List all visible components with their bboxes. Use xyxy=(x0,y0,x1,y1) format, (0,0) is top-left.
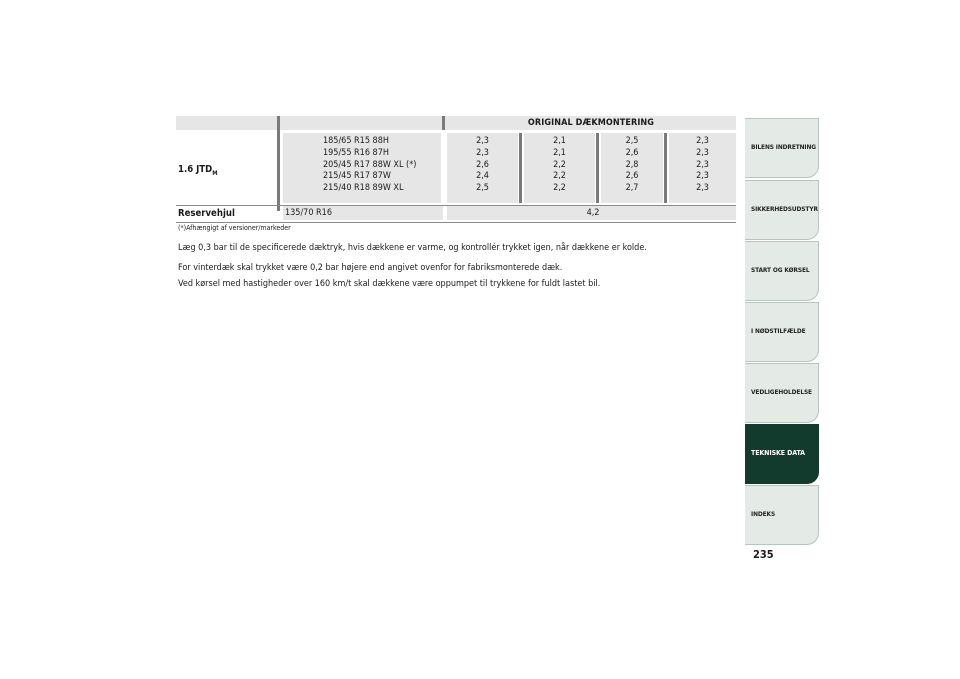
tab-i-nodstilfaelde[interactable] xyxy=(745,302,819,362)
table-header-title: ORIGINAL DÆKMONTERING xyxy=(527,118,655,128)
pressure-value: 2,3 xyxy=(696,183,709,194)
footnote: (*)Afhængigt af versioner/markeder xyxy=(178,224,291,232)
paragraph: For vinterdæk skal trykket være 0,2 bar højere end angivet ovenfor for fabriksmonterede dæk. xyxy=(178,263,563,273)
tab-label: I NØDSTILFÆLDE xyxy=(751,327,806,335)
tyre-size: 195/55 R16 87H xyxy=(323,147,389,158)
pressure-value: 2,2 xyxy=(553,171,566,182)
tab-vedligeholdelse[interactable] xyxy=(745,363,819,423)
paragraph: Læg 0,3 bar til de specificerede dæktryk, hvis dækkene er varme, og kontrollér trykket igen, når dækkene er kolde. xyxy=(178,243,647,253)
pressure-value: 2,7 xyxy=(625,183,639,194)
pressure-values-4 xyxy=(669,136,736,195)
tyre-size: 205/45 R17 88W XL (*) xyxy=(323,159,417,170)
pressure-values-2 xyxy=(524,136,595,195)
column-divider xyxy=(442,116,445,130)
tab-label: BILENS INDRETNING xyxy=(751,143,816,151)
pressure-values-1 xyxy=(447,136,518,195)
spare-wheel-label: Reservehjul xyxy=(178,208,235,219)
tab-label: INDEKS xyxy=(751,510,776,518)
column-divider xyxy=(664,133,667,203)
pressure-value: 2,6 xyxy=(625,171,639,182)
tab-label: SIKKERHEDSUDSTYR xyxy=(751,205,818,213)
tyre-sizes-list xyxy=(323,136,416,195)
pressure-value: 2,3 xyxy=(696,171,709,182)
pressure-value: 2,6 xyxy=(625,147,639,158)
pressure-value: 2,5 xyxy=(476,183,489,194)
pressure-value: 2,5 xyxy=(625,136,639,146)
tab-bilens-indretning[interactable] xyxy=(745,118,819,178)
row-divider xyxy=(176,222,736,223)
page-number: 235 xyxy=(753,548,774,561)
tab-start-og-korsel[interactable] xyxy=(745,241,819,301)
tab-label: TEKNISKE DATA xyxy=(751,449,805,457)
tyre-size: 185/65 R15 88H xyxy=(323,136,389,146)
column-divider xyxy=(277,116,280,211)
pressure-value: 2,1 xyxy=(553,147,566,158)
column-divider xyxy=(519,133,522,203)
tab-label: VEDLIGEHOLDELSE xyxy=(751,388,812,396)
pressure-value: 2,2 xyxy=(553,183,566,194)
tab-sikkerhedsudstyr[interactable] xyxy=(745,180,819,240)
pressure-value: 2,3 xyxy=(696,159,709,170)
spare-wheel-pressure: 4,2 xyxy=(586,208,600,218)
tyre-size: 215/40 R18 89W XL xyxy=(323,183,404,194)
tab-label: START OG KØRSEL xyxy=(751,266,810,274)
engine-label: 1.6 $JTD_M$ xyxy=(178,164,218,177)
pressure-values-3 xyxy=(601,136,663,195)
tab-tekniske-data[interactable] xyxy=(745,424,819,484)
pressure-value: 2,8 xyxy=(625,159,639,170)
pressure-value: 2,2 xyxy=(553,159,566,170)
pressure-value: 2,3 xyxy=(696,147,709,158)
pressure-value: 2,3 xyxy=(476,136,489,146)
pressure-value: 2,6 xyxy=(476,159,489,170)
pressure-value: 2,3 xyxy=(696,136,709,146)
tyre-size: 215/45 R17 87W xyxy=(323,171,391,182)
pressure-value: 2,3 xyxy=(476,147,489,158)
spare-wheel-size: 135/70 R16 xyxy=(285,208,332,218)
pressure-value: 2,1 xyxy=(553,136,566,146)
column-divider xyxy=(596,133,599,203)
paragraph: Ved kørsel med hastigheder over 160 km/t skal dækkene være oppumpet til trykkene for fuldt lastet bil. xyxy=(178,279,601,289)
tab-indeks[interactable] xyxy=(745,485,819,545)
pressure-value: 2,4 xyxy=(476,171,489,182)
